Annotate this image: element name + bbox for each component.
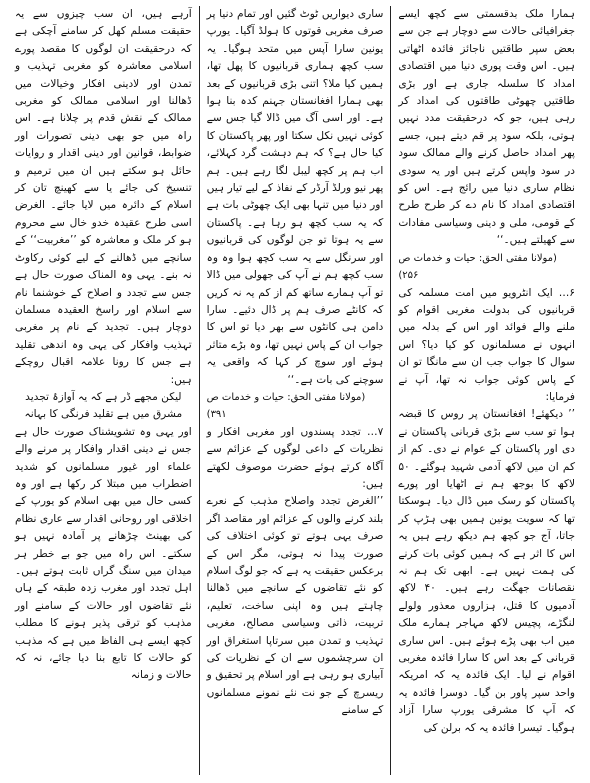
verse-line: لیکن مجھے ڈر ہے کہ یہ آوازۂ تجدید xyxy=(25,390,182,403)
citation: (مولانا مفتی الحق: حیات و خدمات ص ۳۹۱) xyxy=(206,391,366,421)
paragraph: ۶… ایک انٹرویو میں امت مسلمہ کی قربانیوں کی بدولت مغربی اقوام کو ملنے والے فوائد اور اس کے بدلہ میں انہوں نے مسلمانوں کو کیا دیا؟ اس سوال کا جواب جب ان سے مانگا تو ان کے پاس کوئی جواب نہ تھا، آپ نے فرمایا: xyxy=(398,286,575,403)
column-left xyxy=(8,6,200,775)
paragraph: ’’الغرض تجدد واصلاح مذہب کے نعرے بلند کرنے والوں کے عزائم اور مقاصد اگر صرف یہی ہوتے تو کوئی اختلاف کی صورت پیدا نہ ہوتی، مگر اس کے برعکس حقیقت یہ ہے کہ جو لوگ اسلام کو نئے تقاضوں کے سانچے میں ڈھالنا چاہتے ہیں وہ اپنی ساخت، تعلیم، تربیت، ذاتی وسیاسی مصالح، مغربی تہذیب و تمدن میں سرتاپا استغراق اور ان سرچشموں سے ان کے نظریات کی آبیاری ہو رہی ہے اور اسلام پر تحقیق و ریسرچ کے جو نت نئے نمونے مسلمانوں کے سامنے xyxy=(206,495,384,717)
column-right xyxy=(391,6,582,775)
citation: (مولانا مفتی الحق: حیات و خدمات ص ۲۵۶) xyxy=(398,252,557,282)
paragraph: اور یہی وہ تشویشناک صورت حال ہے جس نے دینی اقدار وافکار پر مرنے والے علماء اور غیور مسلمانوں کو شدید اضطراب میں مبتلا کر رکھا ہے اور وہ کسی حال میں بھی اسلام کو یورپ کے اخلاقی اور روحانی اقدار سے عاری نظام کی بھینٹ چڑھانے پر آمادہ نہیں ہو سکتے۔ اس راہ میں جو بے خطر ہر میدان میں سنگ گراں ثابت ہوتے ہیں۔ اہل تجدد اور مغرب زدہ طبقہ کے ہاں نئے تقاضوں اور حالات کے سامنے اور مذہب کو ترقی پذیر ہونے کا مطلب کچھ ایسے ہی الفاظ میں ہے کہ مذہب کو حالات کا تابع بنا دیا جائے، نہ کہ حالات و زمانہ xyxy=(14,425,192,682)
paragraph: ہمارا ملک بدقسمتی سے کچھ ایسے جغرافیائی حالات سے دوچار ہے جن سے بعض سپر طاقتیں ناجائز فائدہ اٹھاتی ہیں۔ اس وقت پوری دنیا میں اقتصادی امداد کا سلسلہ جاری ہے اور بڑی طاقتیں چھوٹی طاقتوں کی امداد کر رہی ہیں، جو کہ درحقیقت مدد نہیں ہوتی، بلکہ سود پر قم دیتے ہیں، جسے پھر امداد حاصل کرنے والے ممالک سود در سود واپس کرتے ہیں اور یہ سودی نظام ساری دنیا میں رائج ہے۔ اس کو اقتصادی امداد کا نام دے کر طرح طرح کے قومی، ملی و دینی وسیاسی مفادات سے کھیلتے ہیں۔‘‘ xyxy=(398,8,575,247)
paragraph: ساری دیواریں ٹوٹ گئیں اور تمام دنیا پر صرف مغربی قوتوں کا ہولڈ آگیا۔ یورپ یونین سارا آپس میں متحد ہوگیا۔ یہ سب کچھ ہماری قربانیوں کا پھل تھا، ہمیں کیا ملا؟ اتنی بڑی قربانیوں کے بعد بھی ہمارا افغانستان جہنم کدہ بنا ہوا ہے۔ اور اسی آگ میں ڈالا گیا جس سے کوئی نہیں نکل سکتا اور پھر پاکستان کا کیا حال ہے؟ کہ ہم دہشت گرد کہلائے، اب ہم پر کچھ لیبل لگا رہے ہیں۔ ہم پھر نیو ورلڈ آرڈر کے نفاذ کے لیے تیار ہیں اور دنیا میں تنہا بھی ایک چھوٹی بات ہے کہ یہ سب کچھ ہو رہا ہے۔ پاکستان سے یہ ہوتا تو جن لوگوں کی قربانیوں اور سرنگل سے یہ سب کچھ ہوا وہ وہ سب کچھ ہم نے آپ کی جھولی میں ڈالا تو آپ ہمارے ساتھ کم از کم یہ نہ کریں کہ کانٹے صرف ہم پر ڈال دئیے۔ سارا دامن ہی کانٹوں سے بھر دیا تو اس کا جواب ان کے پاس نہیں تھا، وہ بڑے متاثر ہوئے اور سوچ کر کہا کہ واقعی یہ سوچنے کی بات ہے۔‘‘ xyxy=(206,8,384,386)
column-middle xyxy=(200,6,392,775)
paragraph: ’’ دیکھئے! افغانستان پر روس کا قبضہ ہوا تو سب سے بڑی قربانی پاکستان نے دی اور پاکستان کے عوام نے دی۔ کم از کم ان میں لاکھ آدمی شہید ہوگئے۔ ۵۰ لاکھ کا بوجھ ہم نے اٹھایا اور پورے پاکستان کو رسک میں ڈال دیا۔ ہوسکتا تھا کہ سویت یونین ہمیں بھی ہڑپ کر جاتا، آج جو کچھ ہم دیکھ رہے ہیں یہ اس کا اثر ہے کہ ہمیں کوئی بات کرنے کی ہمت نہیں ہے۔ ابھی تک ہم نہ نقصانات جھگت رہے ہیں۔ ۴۰ لاکھ آدمیوں کا قتل، ہزاروں معذور ولولے لنگڑے، پچیس لاکھ مہاجر ہمارے ملک میں اب بھی پڑے ہوئے ہیں۔ اس ساری قربانی کے بعد اس کا سارا فائدہ مغربی اقوام نے لیا۔ ایک فائدہ یہ کہ امریکہ واحد سپر پاور بن گیا۔ دوسرا فائدہ یہ کہ آپ کا مشرقی یورپ سارا آزاد ہوگیا۔ تیسرا فائدہ یہ کہ برلن کی xyxy=(398,408,575,734)
verse-line: مشرق میں ہے تقلید فرنگی کا بہانہ xyxy=(24,408,183,421)
paragraph: آرہے ہیں، ان سب چیزوں سے یہ حقیقت مسلم کھل کر سامنے آچکی ہے کہ درحقیقت ان لوگوں کا مقصد پورے اسلامی معاشرہ کو مغربی تہذیب و تمدن اور لادینی افکار وخیالات میں ڈھالنا اور اسلامی ممالک کو مغربی ممالک کے نقش قدم پر چلانا ہے۔ اس راہ میں جو بھی دینی تصورات اور ضوابط، قوانین اور دینی اقدار و روایات حائل ہو سکتے ہیں ان میں ترمیم و تنسیخ کی جائے یا سے کھینچ تان کر اسلام کے دائرہ میں لایا جائے۔ الغرض اسی طرح عقیدہ خدو خال سے محروم ہو کر ملک و معاشرہ کو ’’مغربیت‘‘ کے سانچے میں ڈھالنے کے لیے کوئی رکاوٹ نہ بنے۔ یہی وہ المناک صورت حال ہے جس سے تجدد و اصلاح کے خوشنما نام سے اسلام اور راسخ العقیدہ مسلمان دوچار ہیں۔ تجدید کے نام پر مغربی تہذیب وافکار کی یہی وہ اندھی تقلید ہے جس کا رونا علامہ اقبال روچکے ہیں: xyxy=(14,8,192,386)
paragraph: ۷… تجدد پسندوں اور مغربی افکار و نظریات کے داعی لوگوں کے عزائم سے آگاہ کرتے ہوئے حضرت موصوف لکھتے ہیں: xyxy=(206,425,384,490)
